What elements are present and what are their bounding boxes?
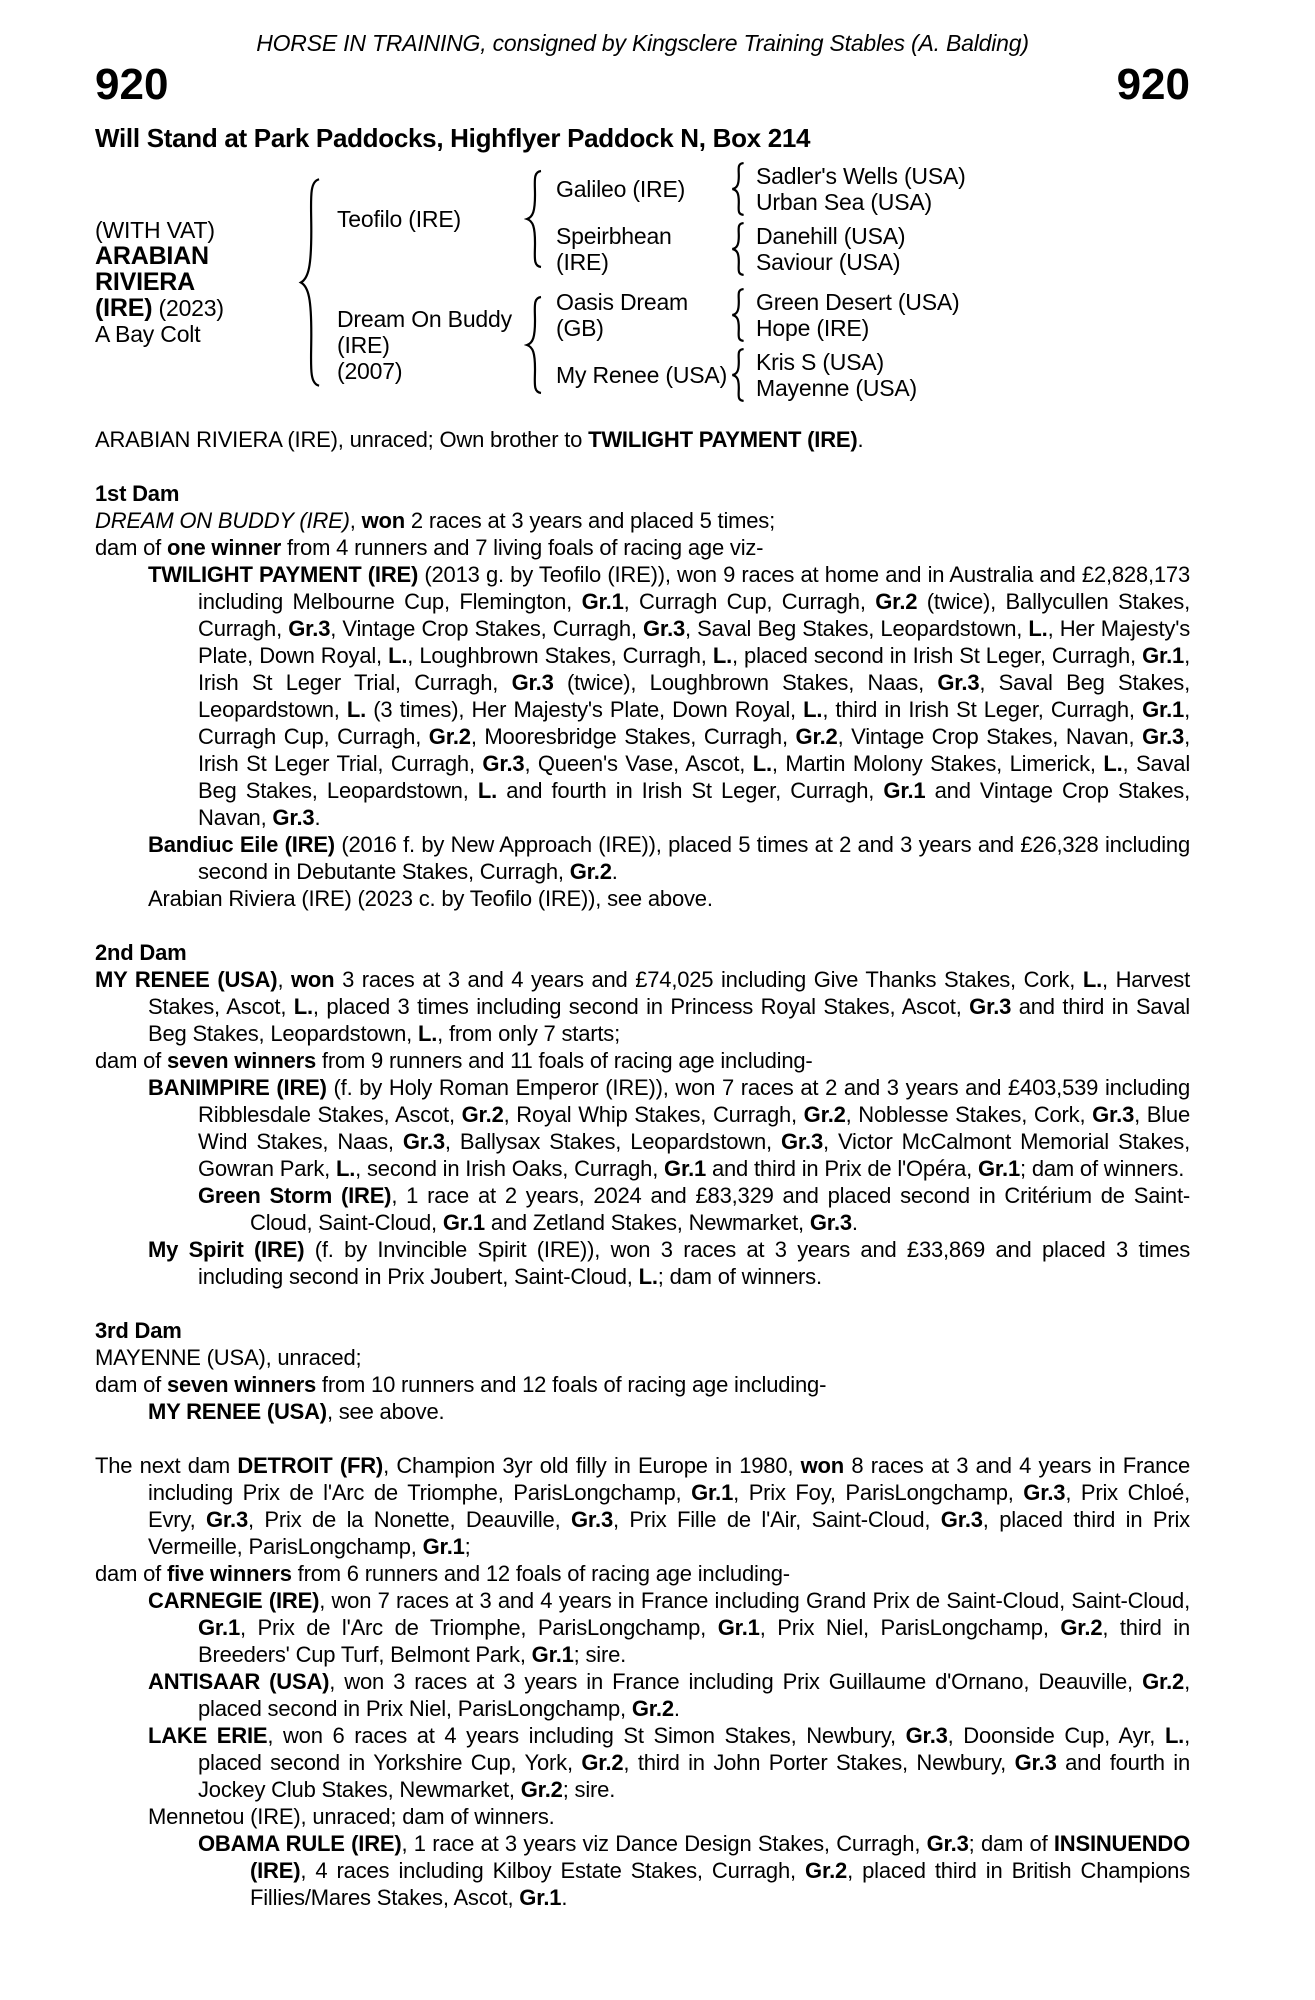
my-spirit-entry: My Spirit (IRE) (f. by Invincible Spirit (IRE)), won 3 races at 3 years and £33,869 and placed 3 times including second in Prix Joubert, Saint-Cloud, L.; dam of winners. xyxy=(148,1237,1191,1289)
pedigree-brace-icon xyxy=(524,295,544,395)
ancestor-name: Sadler's Wells (USA) xyxy=(756,163,966,189)
maternal-granddam-parents xyxy=(756,349,1190,401)
pedigree-brace-icon xyxy=(730,348,746,402)
pedigree-brace-icon xyxy=(297,175,323,390)
sire-name-cell xyxy=(337,206,522,232)
maternal-grandsire-row xyxy=(556,288,1190,342)
stand-location-line: Will Stand at Park Paddocks, Highflyer Paddock N, Box 214 xyxy=(95,123,811,153)
pedigree-brace-icon xyxy=(524,169,544,269)
dam-year: (2007) xyxy=(337,358,403,384)
dam-name-cell xyxy=(337,306,522,384)
sire-parents xyxy=(556,162,1190,276)
my-renee-see-above: MY RENEE (USA), see above. xyxy=(148,1399,445,1424)
maternal-granddam-row xyxy=(556,348,1190,402)
dam-of-seven-winners-line-2: dam of seven winners from 10 runners and 12 foals of racing age including- xyxy=(95,1372,827,1397)
subject-description: A Bay Colt xyxy=(95,321,201,347)
own-brother-line: ARABIAN RIVIERA (IRE), unraced; Own brother to TWILIGHT PAYMENT (IRE). xyxy=(95,427,864,452)
lot-number-right: 920 xyxy=(1116,60,1190,109)
ancestor-name: Hope (IRE) xyxy=(756,315,870,341)
pedigree-brace-icon xyxy=(730,222,746,276)
second-dam-heading: 2nd Dam xyxy=(95,940,187,965)
my-renee-paragraph: MY RENEE (USA), won 3 races at 3 and 4 years and £74,025 including Give Thanks Stakes, Cork, L., Harvest Stakes, Ascot, L., placed 3 times including second in Princess Royal Stakes, Ascot, Gr.3 and third in Saval Beg Stakes, Leopardstown, L., from only 7 starts; xyxy=(95,967,1190,1046)
sire-name: Teofilo (IRE) xyxy=(337,206,461,232)
banimpire-entry: BANIMPIRE (IRE) (f. by Holy Roman Emperor (IRE)), won 7 races at 2 and 3 years and £403,539 including Ribblesdale Stakes, Ascot, Gr.2, Royal Whip Stakes, Curragh, Gr.2, Noblesse Stakes, Cork, Gr.3, Blue Wind Stakes, Naas, Gr.3, Ballysax Stakes, Leopardstown, Gr.3, Victor McCalmont Memorial Stakes, Gowran Park, L., second in Irish Oaks, Curragh, Gr.1 and third in Prix de l'Opéra, Gr.1; dam of winners. xyxy=(148,1075,1191,1181)
dam-branch xyxy=(337,288,1190,402)
paternal-grandsire-row xyxy=(556,162,1190,216)
twilight-payment-entry: TWILIGHT PAYMENT (IRE) (2013 g. by Teofilo (IRE)), won 9 races at home and in Australia and £2,828,173 including Melbourne Cup, Flemington, Gr.1, Curragh Cup, Curragh, Gr.2 (twice), Ballycullen Stakes, Curragh, Gr.3, Vintage Crop Stakes, Curragh, Gr.3, Saval Beg Stakes, Leopardstown, L., Her Majesty's Plate, Down Royal, L., Loughbrown Stakes, Curragh, L., placed second in Irish St Leger, Curragh, Gr.1, Irish St Leger Trial, Curragh, Gr.3 (twice), Loughbrown Stakes, Naas, Gr.3, Saval Beg Stakes, Leopardstown, L. (3 times), Her Majesty's Plate, Down Royal, L., third in Irish St Leger, Curragh, Gr.1, Curragh Cup, Curragh, Gr.2, Mooresbridge Stakes, Curragh, Gr.2, Vintage Crop Stakes, Navan, Gr.3, Irish St Leger Trial, Curragh, Gr.3, Queen's Vase, Ascot, L., Martin Molony Stakes, Limerick, L., Saval Beg Stakes, Leopardstown, L. and fourth in Irish St Leger, Curragh, Gr.1 and Vintage Crop Stakes, Navan, Gr.3. xyxy=(148,562,1191,830)
first-dam-heading: 1st Dam xyxy=(95,481,180,506)
ancestor-name: Saviour (USA) xyxy=(756,249,901,275)
carnegie-entry: CARNEGIE (IRE), won 7 races at 3 and 4 years in France including Grand Prix de Saint-Cloud, Saint-Cloud, Gr.1, Prix de l'Arc de Triomphe, ParisLongchamp, Gr.1, Prix Niel, ParisLongchamp, Gr.2, third in Breeders' Cup Turf, Belmont Park, Gr.1; sire. xyxy=(148,1588,1191,1667)
catalogue-body xyxy=(95,426,1190,1911)
third-dam-heading: 3rd Dam xyxy=(95,1318,182,1343)
subject-year: (2023) xyxy=(158,295,224,321)
pedigree-subject xyxy=(95,217,295,347)
pedigree-generation-1 xyxy=(337,162,1190,402)
lot-number-row xyxy=(95,60,1190,109)
dream-on-buddy-line: DREAM ON BUDDY (IRE), won 2 races at 3 years and placed 5 times; xyxy=(95,508,776,533)
paternal-grandsire-parents xyxy=(756,163,1190,215)
lot-number-left: 920 xyxy=(95,60,169,109)
paternal-granddam-name: Speirbhean (IRE) xyxy=(556,223,672,275)
detroit-paragraph: The next dam DETROIT (FR), Champion 3yr old filly in Europe in 1980, won 8 races at 3 and 4 years in France including Prix de l'Arc de Triomphe, ParisLongchamp, Gr.1, Prix Foy, ParisLongchamp, Gr.3, Prix Chloé, Evry, Gr.3, Prix de la Nonette, Deauville, Gr.3, Prix Fille de l'Air, Saint-Cloud, Gr.3, placed third in Prix Vermeille, ParisLongchamp, Gr.1; xyxy=(95,1453,1191,1559)
subject-suffix: (IRE) xyxy=(95,294,153,322)
dam-of-five-winners-line: dam of five winners from 6 runners and 12 foals of racing age including- xyxy=(95,1561,790,1586)
mayenne-line: MAYENNE (USA), unraced; xyxy=(95,1345,362,1370)
consignment-line: HORSE IN TRAINING, consigned by Kingsclere Training Stables (A. Balding) xyxy=(256,30,1029,56)
maternal-grandsire-parents xyxy=(756,289,1190,341)
pedigree-brace-icon xyxy=(730,288,746,342)
lake-erie-entry: LAKE ERIE, won 6 races at 4 years including St Simon Stakes, Newbury, Gr.3, Doonside Cup, Ayr, L., placed second in Yorkshire Cup, York, Gr.2, third in John Porter Stakes, Newbury, Gr.3 and fourth in Jockey Club Stakes, Newmarket, Gr.2; sire. xyxy=(148,1723,1191,1802)
arabian-riviera-entry: Arabian Riviera (IRE) (2023 c. by Teofilo (IRE)), see above. xyxy=(148,886,713,911)
vat-note: (WITH VAT) xyxy=(95,217,215,243)
dam-of-one-winner-line: dam of one winner from 4 runners and 7 living foals of racing age viz- xyxy=(95,535,764,560)
antisaar-entry: ANTISAAR (USA), won 3 races at 3 years in France including Prix Guillaume d'Ornano, Deauville, Gr.2, placed second in Prix Niel, ParisLongchamp, Gr.2. xyxy=(148,1669,1190,1721)
maternal-granddam-name: My Renee (USA) xyxy=(556,362,728,388)
dam-of-seven-winners-line: dam of seven winners from 9 runners and 11 foals of racing age including- xyxy=(95,1048,813,1073)
paternal-granddam-row xyxy=(556,222,1190,276)
dam-name: Dream On Buddy (IRE) xyxy=(337,306,512,358)
ancestor-name: Urban Sea (USA) xyxy=(756,189,932,215)
dam-parents xyxy=(556,288,1190,402)
subject-suffix-year xyxy=(95,295,295,321)
subject-name: ARABIAN RIVIERA xyxy=(95,242,209,296)
pedigree-brace-icon xyxy=(730,162,746,216)
bandiuc-eile-entry: Bandiuc Eile (IRE) (2016 f. by New Approach (IRE)), placed 5 times at 2 and 3 years and £26,328 including second in Debutante Stakes, Curragh, Gr.2. xyxy=(148,832,1190,884)
ancestor-name: Mayenne (USA) xyxy=(756,375,918,401)
ancestor-name: Danehill (USA) xyxy=(756,223,906,249)
ancestor-name: Kris S (USA) xyxy=(756,349,884,375)
pedigree-table xyxy=(95,162,1190,402)
sire-branch xyxy=(337,162,1190,276)
green-storm-entry: Green Storm (IRE), 1 race at 2 years, 2024 and £83,329 and placed second in Critérium de Saint-Cloud, Saint-Cloud, Gr.1 and Zetland Stakes, Newmarket, Gr.3. xyxy=(198,1183,1190,1235)
mennetou-entry: Mennetou (IRE), unraced; dam of winners. xyxy=(148,1804,555,1829)
maternal-grandsire-name: Oasis Dream (GB) xyxy=(556,289,688,341)
obama-rule-entry: OBAMA RULE (IRE), 1 race at 3 years viz Dance Design Stakes, Curragh, Gr.3; dam of INSINUENDO (IRE), 4 races including Kilboy Estate Stakes, Curragh, Gr.2, placed third in British Champions Fillies/Mares Stakes, Ascot, Gr.1. xyxy=(198,1831,1190,1910)
ancestor-name: Green Desert (USA) xyxy=(756,289,960,315)
paternal-grandsire-name: Galileo (IRE) xyxy=(556,176,686,202)
paternal-granddam-parents xyxy=(756,223,1190,275)
